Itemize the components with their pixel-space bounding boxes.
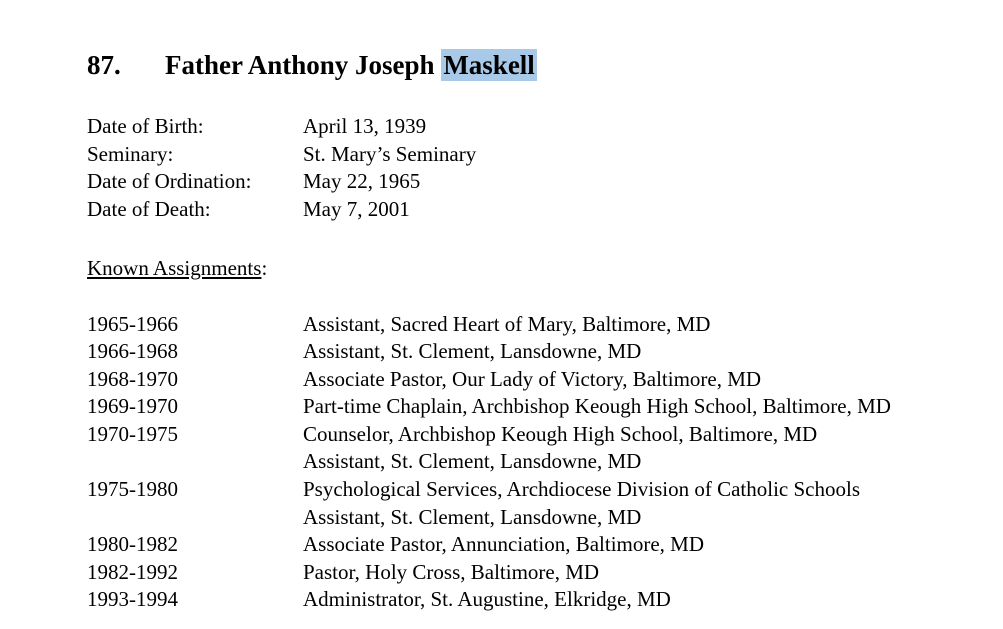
detail-value: May 7, 2001 [303,196,410,221]
assignment-period: 1982-1992 [87,559,178,584]
biographical-details [87,113,983,223]
assignment-line: Pastor, Holy Cross, Baltimore, MD [303,559,600,584]
assignment-line: Assistant, St. Clement, Lansdowne, MD [303,504,642,529]
assignment-line: Administrator, St. Augustine, Elkridge, MD [303,587,671,612]
assignment-row [87,531,983,559]
assignment-line: Counselor, Archbishop Keough High School, Baltimore, MD [303,421,818,446]
assignment-line: Part-time Chaplain, Archbishop Keough High School, Baltimore, MD [303,394,891,419]
assignment-row [87,311,983,339]
assignment-period: 1965-1966 [87,311,178,336]
assignment-row [87,476,983,531]
entry-number: 87. [87,50,121,80]
assignment-description [303,476,983,531]
assignment-row [87,559,983,587]
assignment-line: Assistant, Sacred Heart of Mary, Baltimore, MD [303,311,711,336]
detail-label: Date of Ordination: [87,169,252,193]
assignment-line: Associate Pastor, Annunciation, Baltimore, MD [303,532,705,557]
assignment-line: Associate Pastor, Our Lady of Victory, Baltimore, MD [303,366,762,391]
entry-heading [87,50,983,80]
assignment-description [303,421,983,476]
entry-title [165,49,537,81]
assignments-heading-text: Known Assignments [87,256,262,280]
assignment-period: 1968-1970 [87,366,178,391]
assignment-row [87,586,983,614]
assignment-period: 1980-1982 [87,532,178,557]
assignment-period: 1975-1980 [87,477,178,502]
detail-value: May 22, 1965 [303,169,421,193]
assignment-period: 1993-1994 [87,587,178,612]
assignment-description [303,366,983,394]
detail-row [87,168,983,196]
assignment-line: Assistant, St. Clement, Lansdowne, MD [303,339,642,364]
detail-label: Date of Birth: [87,114,204,138]
detail-row [87,196,983,224]
assignment-row [87,421,983,476]
assignment-description [303,338,983,366]
assignment-description [303,531,983,559]
detail-row [87,141,983,169]
detail-value: April 13, 1939 [303,114,427,138]
assignment-period: 1970-1975 [87,421,178,446]
detail-row [87,113,983,141]
assignment-description [303,559,983,587]
assignment-line: Psychological Services, Archdiocese Division of Catholic Schools [303,477,860,502]
assignment-description [303,393,983,421]
assignment-row [87,366,983,394]
assignments-heading-colon: : [261,256,268,280]
highlighted-name: Maskell [443,50,535,80]
assignment-row [87,338,983,366]
assignment-line: Assistant, St. Clement, Lansdowne, MD [303,449,642,474]
assignment-period: 1969-1970 [87,394,178,419]
assignments-section-heading [87,255,983,283]
assignment-row [87,393,983,421]
assignment-period: 1966-1968 [87,339,178,364]
detail-label: Date of Death: [87,196,211,221]
detail-label: Seminary: [87,141,174,166]
assignments-list [87,311,983,615]
entry-title-prefix: Father Anthony Joseph [165,50,442,80]
detail-value: St. Mary’s Seminary [303,141,477,166]
assignment-description [303,311,983,339]
assignment-description [303,586,983,614]
